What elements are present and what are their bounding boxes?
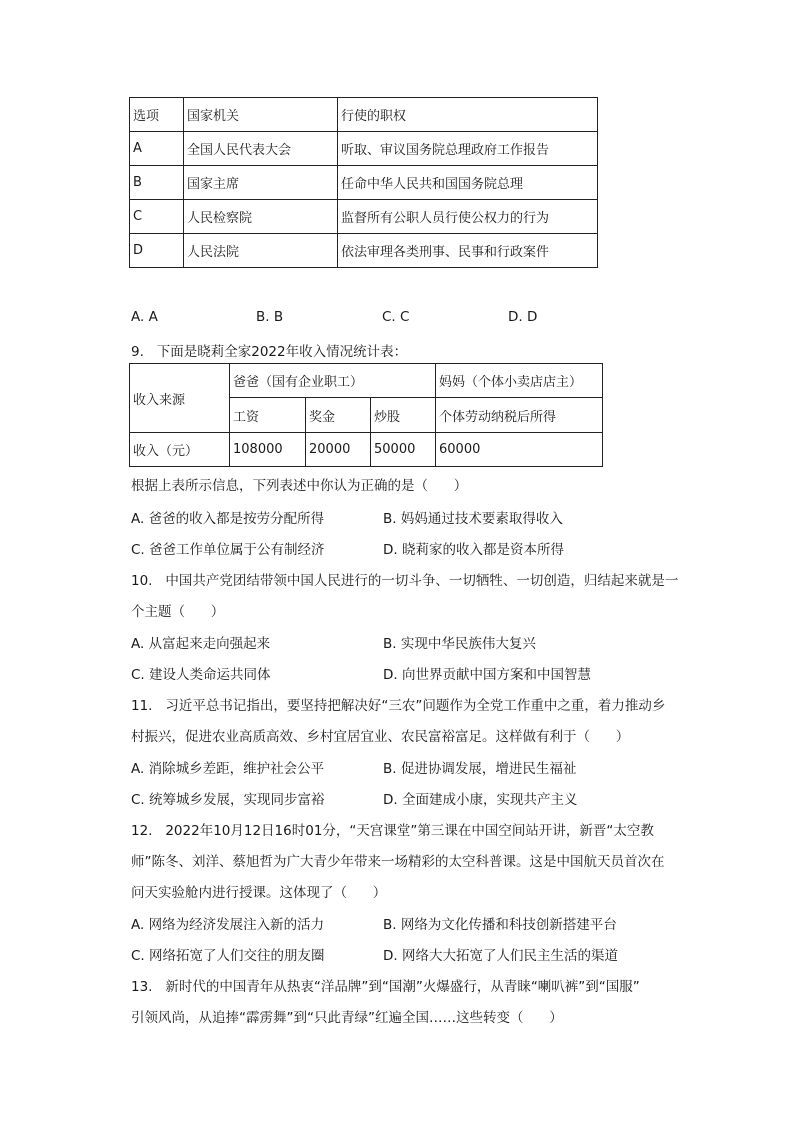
q12-option-a[interactable]: A. 网络为经济发展注入新的活力: [131, 917, 325, 933]
q9-option-a[interactable]: A. 爸爸的收入都是按劳分配所得: [131, 511, 325, 527]
q10-option-d[interactable]: D. 向世界贡献中国方案和中国智慧: [383, 667, 591, 683]
table-header-cell: 行使的职权: [338, 98, 598, 132]
sub-header-cell: 奖金: [306, 398, 371, 433]
q9-option-b[interactable]: B. 妈妈通过技术要素取得收入: [383, 511, 563, 527]
dad-group-header: 爸爸（国有企业职工）: [230, 364, 436, 398]
table-cell: C: [130, 200, 184, 234]
q9-stem: 9. 下面是晓莉全家2022年收入情况统计表：: [131, 344, 408, 360]
sub-header-cell: 工资: [230, 398, 306, 433]
table-cell: 听取、审议国务院总理政府工作报告: [338, 132, 598, 166]
table-cell: 人民检察院: [184, 200, 338, 234]
table-cell: 依法审理各类刑事、民事和行政案件: [338, 234, 598, 268]
q10-option-a[interactable]: A. 从富起来走向强起来: [131, 636, 271, 652]
table-cell: D: [130, 234, 184, 268]
q12-stem-line1: 12. 2022年10月12日16时01分，“天宫课堂”第三课在中国空间站开讲，新晋“太空教: [131, 823, 654, 839]
q10-stem-line2: 个主题（ ）: [131, 604, 225, 620]
income-table: [129, 363, 603, 467]
table-cell: 人民法院: [184, 234, 338, 268]
income-value: 60000: [436, 433, 603, 467]
q11-option-b[interactable]: B. 促进协调发展，增进民生福祉: [383, 761, 577, 777]
income-value: 20000: [306, 433, 371, 467]
sub-header-cell: 炒股: [371, 398, 436, 433]
q12-option-b[interactable]: B. 网络为文化传播和科技创新搭建平台: [383, 917, 617, 933]
income-row-label: 收入（元）: [130, 433, 230, 467]
q12-option-c[interactable]: C. 网络拓宽了人们交往的朋友圈: [131, 948, 325, 964]
income-value: 108000: [230, 433, 306, 467]
q13-stem-line2: 引领风尚，从追捧“霹雳舞”到“只此青绿”红遍全国……这些转变（ ）: [131, 1010, 563, 1026]
table-cell: B: [130, 166, 184, 200]
q8-option-d[interactable]: D. D: [508, 309, 538, 325]
q9-option-d[interactable]: D. 晓莉家的收入都是资本所得: [383, 542, 564, 558]
q10-option-b[interactable]: B. 实现中华民族伟大复兴: [383, 636, 536, 652]
q11-option-d[interactable]: D. 全面建成小康，实现共产主义: [383, 792, 578, 808]
mom-group-header: 妈妈（个体小卖店店主）: [436, 364, 603, 398]
q10-option-c[interactable]: C. 建设人类命运共同体: [131, 667, 271, 683]
table-header-cell: 选项: [130, 98, 184, 132]
q12-stem-line3: 问天实验舱内进行授课。这体现了（ ）: [131, 885, 387, 901]
income-value: 50000: [371, 433, 436, 467]
q9-option-c[interactable]: C. 爸爸工作单位属于公有制经济: [131, 542, 325, 558]
q12-stem-line2: 师”陈冬、刘洋、蔡旭哲为广大青少年带来一场精彩的太空科普课。这是中国航天员首次在: [131, 854, 665, 870]
q8-option-a[interactable]: A. A: [131, 309, 158, 325]
powers-table: [129, 97, 598, 268]
table-cell: 国家主席: [184, 166, 338, 200]
q11-stem-line1: 11. 习近平总书记指出，要坚持把解决好“三农”问题作为全党工作重中之重，着力推动乡: [131, 698, 666, 714]
q11-stem-line2: 村振兴，促进农业高质高效、乡村宜居宜业、农民富裕富足。这样做有利于（ ）: [131, 729, 630, 745]
table-cell: 全国人民代表大会: [184, 132, 338, 166]
q10-stem-line1: 10. 中国共产党团结带领中国人民进行的一切斗争、一切牺牲、一切创造，归结起来就是一: [131, 573, 679, 589]
table-cell: 监督所有公职人员行使公权力的行为: [338, 200, 598, 234]
q11-option-a[interactable]: A. 消除城乡差距，维护社会公平: [131, 761, 325, 777]
q8-option-c[interactable]: C. C: [382, 309, 410, 325]
income-source-label: 收入来源: [130, 364, 230, 433]
q9-prompt: 根据上表所示信息，下列表述中你认为正确的是（ ）: [131, 478, 468, 494]
table-header-cell: 国家机关: [184, 98, 338, 132]
q13-stem-line1: 13. 新时代的中国青年从热衷“洋品牌”到“国潮”火爆盛行，从青睐“喇叭裤”到“国服”: [131, 979, 640, 995]
sub-header-cell: 个体劳动纳税后所得: [436, 398, 603, 433]
q12-option-d[interactable]: D. 网络大大拓宽了人们民主生活的渠道: [383, 948, 618, 964]
table-cell: A: [130, 132, 184, 166]
q8-option-b[interactable]: B. B: [256, 309, 284, 325]
q11-option-c[interactable]: C. 统筹城乡发展，实现同步富裕: [131, 792, 325, 808]
table-cell: 任命中华人民共和国国务院总理: [338, 166, 598, 200]
